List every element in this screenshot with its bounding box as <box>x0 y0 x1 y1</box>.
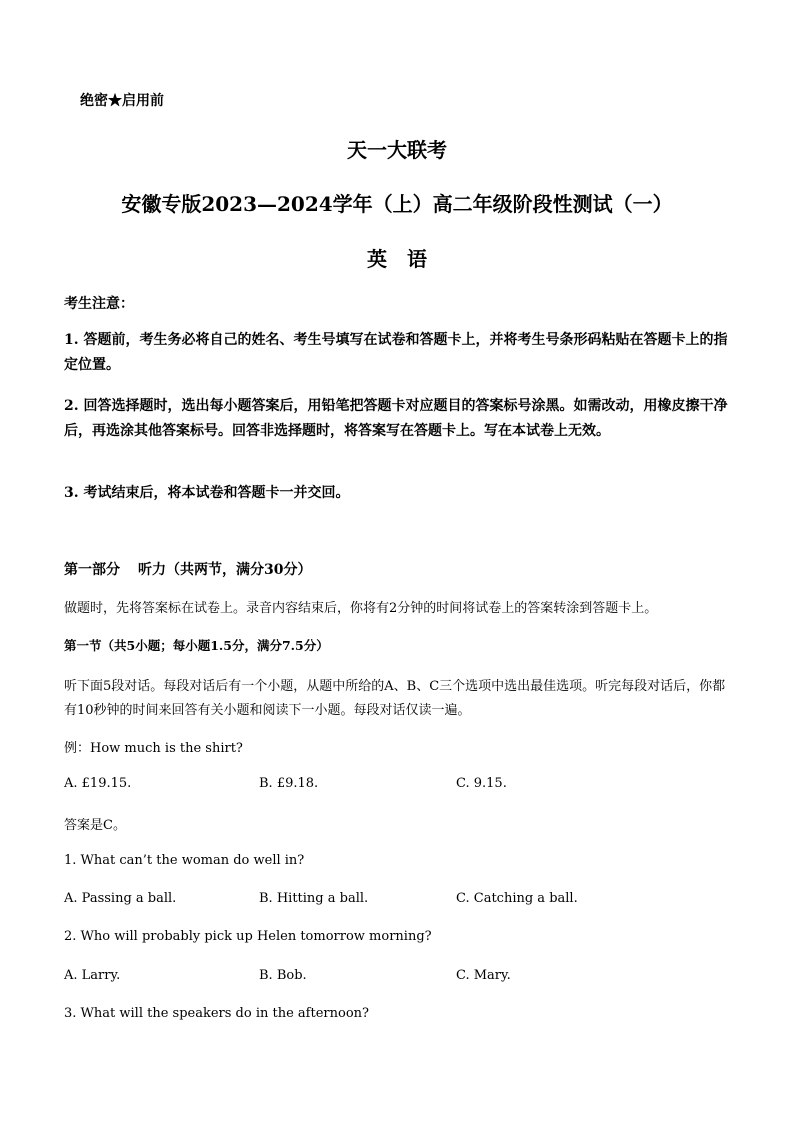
notice-heading: 考生注意： <box>64 296 134 312</box>
confidential-label: 绝密★启用前 <box>80 93 164 109</box>
notice-item-1: 1. 答题前，考生务必将自己的姓名、考生号填写在试卷和答题卡上，并将考生号条形码粘贴在答题卡上的指定位置。 <box>64 332 728 373</box>
part1-heading <box>64 559 311 579</box>
question-3: 3. What will the speakers do in the afternoon? <box>64 1006 369 1021</box>
section1-instruction: 听下面5段对话。每段对话后有一个小题，从题中所给的A、B、C三个选项中选出最佳选项。听完每段对话后，你都有10秒钟的时间来回答有关小题和阅读下一小题。每段对话仅读一遍。 <box>64 679 726 718</box>
subject-title: 英语 <box>367 247 447 271</box>
example-option-b: B. £9.18. <box>259 776 319 791</box>
question-2-option-a: A. Larry. <box>64 968 121 983</box>
notice-item-2: 2. 回答选择题时，选出每小题答案后，用铅笔把答题卡对应题目的答案标号涂黑。如需改动，用橡皮擦干净后，再选涂其他答案标号。回答非选择题时，将答案写在答题卡上。写在本试卷上无效。 <box>64 398 728 439</box>
exam-subtitle: 安徽专版2023—2024学年（上）高二年级阶段性测试（一） <box>121 192 673 216</box>
part1-instruction: 做题时，先将答案标在试卷上。录音内容结束后，你将有2分钟的时间将试卷上的答案转涂到答题卡上。 <box>64 601 658 616</box>
question-1-option-b: B. Hitting a ball. <box>259 891 369 906</box>
part1-title: 听力（共两节，满分30分） <box>138 562 312 578</box>
notice-item-3: 3. 考试结束后，将本试卷和答题卡一并交回。 <box>64 485 350 501</box>
example-option-c: C. 9.15. <box>456 776 507 791</box>
question-2-option-c: C. Mary. <box>456 968 511 983</box>
question-1-option-c: C. Catching a ball. <box>456 891 578 906</box>
section1-heading: 第一节（共5小题；每小题1.5分，满分7.5分） <box>64 638 329 653</box>
example-option-a: A. £19.15. <box>64 776 132 791</box>
question-1: 1. What can’t the woman do well in? <box>64 853 305 868</box>
part1-name: 第一部分 <box>64 562 120 578</box>
question-2: 2. Who will probably pick up Helen tomorrow morning? <box>64 929 432 944</box>
question-2-option-b: B. Bob. <box>259 968 307 983</box>
question-1-option-a: A. Passing a ball. <box>64 891 177 906</box>
example-question: 例：How much is the shirt? <box>64 741 243 756</box>
exam-title: 天一大联考 <box>347 138 447 162</box>
example-answer: 答案是C。 <box>64 818 126 833</box>
